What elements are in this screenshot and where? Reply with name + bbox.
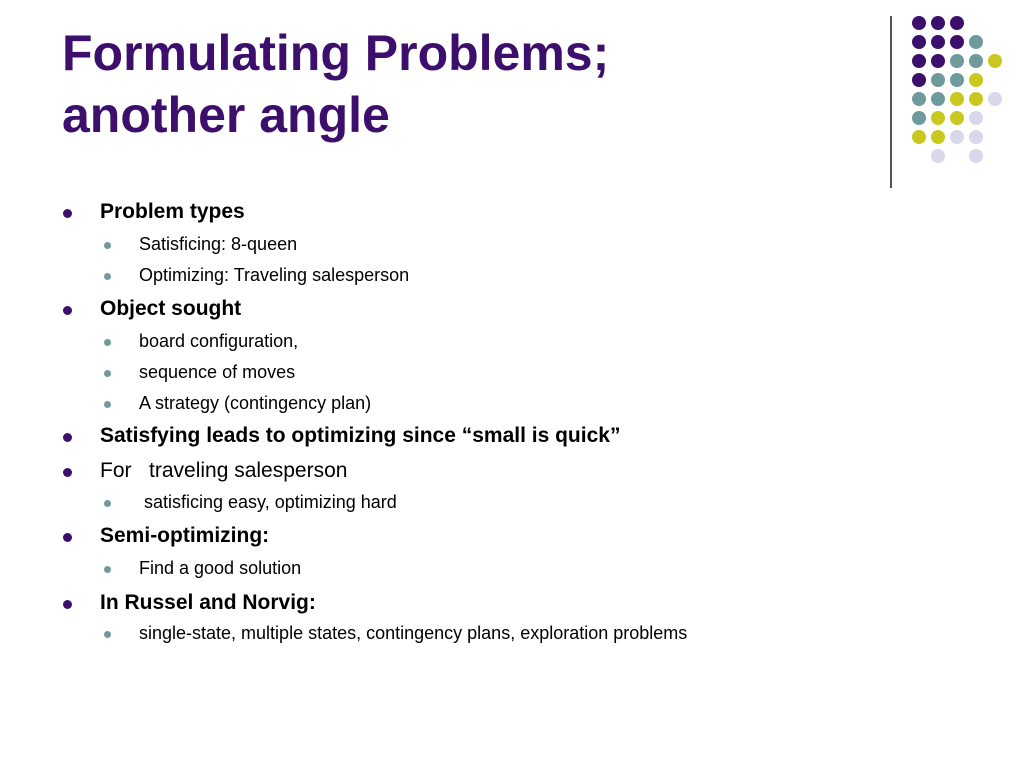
slide-title-line-1: Formulating Problems; <box>62 25 610 81</box>
sub-bullet-item: Satisficing: 8-queen <box>139 234 298 254</box>
bullet-marker <box>63 600 72 609</box>
bullet-marker <box>63 209 72 218</box>
sub-bullet-item: A strategy (contingency plan) <box>139 393 372 413</box>
sub-bullet-marker <box>104 370 111 377</box>
sub-bullet-item: single-state, multiple states, contingency plans, exploration problems <box>139 623 688 643</box>
bullet-item: Semi-optimizing: <box>100 524 270 547</box>
bullet-item: In Russel and Norvig: <box>100 591 316 614</box>
sub-bullet-marker <box>104 242 111 249</box>
bullet-item: Object sought <box>100 297 242 320</box>
sub-bullet-marker <box>104 401 111 408</box>
sub-bullet-marker <box>104 273 111 280</box>
sub-bullet-marker <box>104 500 111 507</box>
sub-bullet-marker <box>104 566 111 573</box>
bullet-marker <box>63 306 72 315</box>
bullet-marker <box>63 533 72 542</box>
bullet-marker <box>63 468 72 477</box>
sub-bullet-item: board configuration, <box>139 331 299 351</box>
bullet-marker <box>63 433 72 442</box>
sub-bullet-item: Optimizing: Traveling salesperson <box>139 265 410 285</box>
bullet-item: For traveling salesperson <box>100 459 348 482</box>
slide-title-line-2: another angle <box>62 87 390 143</box>
sub-bullet-item: satisficing easy, optimizing hard <box>139 492 397 512</box>
sub-bullet-marker <box>104 339 111 346</box>
bullet-item: Problem types <box>100 200 245 223</box>
sub-bullet-item: Find a good solution <box>139 558 302 578</box>
sub-bullet-item: sequence of moves <box>139 362 296 382</box>
sub-bullet-marker <box>104 631 111 638</box>
bullet-item: Satisfying leads to optimizing since “small is quick” <box>100 424 621 447</box>
